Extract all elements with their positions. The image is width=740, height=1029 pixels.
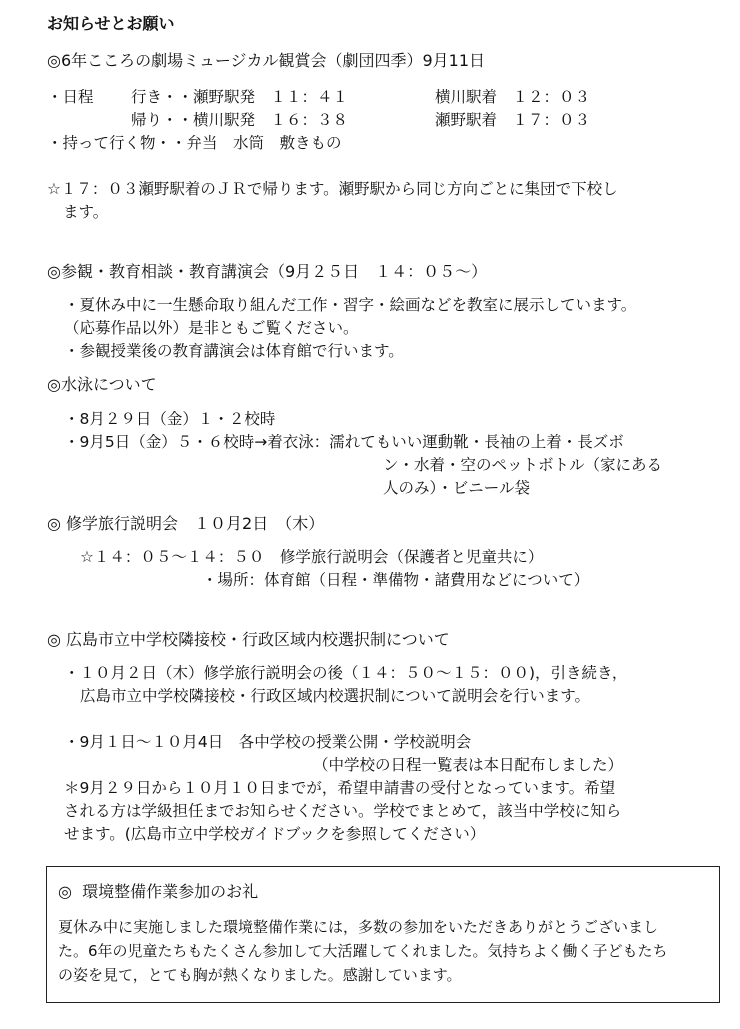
thanks-line-1: 夏休み中に実施しました環境整備作業には，多数の参加をいただきありがとうございまし <box>58 918 659 936</box>
visit-heading: ◎参観・教育相談・教育講演会（9月２５日 １４：０５～） <box>47 262 488 281</box>
school-line-6: される方は学級担任までお知らせください。学校でまとめて，該当中学校に知ら <box>64 802 622 820</box>
schedule-back: 帰り・・横川駅発 １６：３８ <box>131 111 349 129</box>
trip-line-1: ☆１４：０５～１４：５０ 修学旅行説明会（保護者と児童共に） <box>80 548 544 566</box>
swim-line-1: ・8月２９日（金）１・２校時 <box>64 410 276 428</box>
school-heading: ◎ 広島市立中学校隣接校・行政区域内校選択制について <box>47 630 450 649</box>
trip-line-2: ・場所：体育館（日程・準備物・諸費用などについて） <box>202 571 590 589</box>
trip-heading: ◎ 修学旅行説明会 １０月2日 （木） <box>47 514 325 533</box>
school-line-1: ・１０月２日（木）修学旅行説明会の後（１４：５０～１５：００)，引き続き， <box>64 664 628 682</box>
thanks-line-3: の姿を見て，とても胸が熱くなりました。感謝しています。 <box>58 966 462 984</box>
visit-line-3: ・参観授業後の教育講演会は体育館で行います。 <box>64 342 404 360</box>
musical-note-line-2: ます。 <box>63 203 109 221</box>
visit-line-1: ・夏休み中に一生懸命取り組んだ工作・習字・絵画などを教室に展示しています。 <box>64 296 637 314</box>
schedule-label: ・日程 <box>47 88 94 106</box>
school-line-2: 広島市立中学校隣接校・行政区域内校選択制について説明会を行います。 <box>80 687 590 705</box>
swim-line-2: ・9月5日（金）５・６校時→着衣泳：濡れてもいい運動靴・長袖の上着・長ズボ <box>64 433 624 451</box>
school-line-5: ＊9月２９日から１０月１０日までが，希望申請書の受付となっています。希望 <box>64 779 616 797</box>
schedule-go: 行き・・瀬野駅発 １１：４１ <box>131 88 349 106</box>
thanks-line-2: た。6年の児童たちもたくさん参加して大活躍してくれました。気持ちよく働く子どもたち <box>58 942 668 960</box>
school-line-4: （中学校の日程一覧表は本日配布しました） <box>313 756 624 774</box>
notice-title: お知らせとお願い <box>47 14 175 33</box>
thanks-heading: ◎ 環境整備作業参加のお礼 <box>58 882 259 901</box>
visit-line-2: （応募作品以外）是非ともご覧ください。 <box>64 319 359 337</box>
swim-line-3: ン・水着・空のペットボトル（家にある <box>383 456 663 474</box>
schedule-go-arrive: 横川駅着 １２：０３ <box>435 88 591 106</box>
school-line-3: ・9月１日～１０月4日 各中学校の授業公開・学校説明会 <box>64 733 472 751</box>
musical-note-line-1: ☆１７：０３瀬野駅着のＪＲで帰ります。瀬野駅から同じ方向ごとに集団で下校し <box>47 180 618 198</box>
school-line-7: せます。(広島市立中学校ガイドブックを参照してください） <box>64 825 486 843</box>
swim-line-4: 人のみ）・ビニール袋 <box>383 479 530 497</box>
items-to-bring: ・持って行く物・・弁当 水筒 敷きもの <box>47 134 342 152</box>
swim-heading: ◎水泳について <box>47 375 157 394</box>
schedule-back-arrive: 瀬野駅着 １７：０３ <box>435 111 591 129</box>
musical-heading: ◎6年こころの劇場ミュージカル観賞会（劇団四季）9月11日 <box>47 51 486 70</box>
